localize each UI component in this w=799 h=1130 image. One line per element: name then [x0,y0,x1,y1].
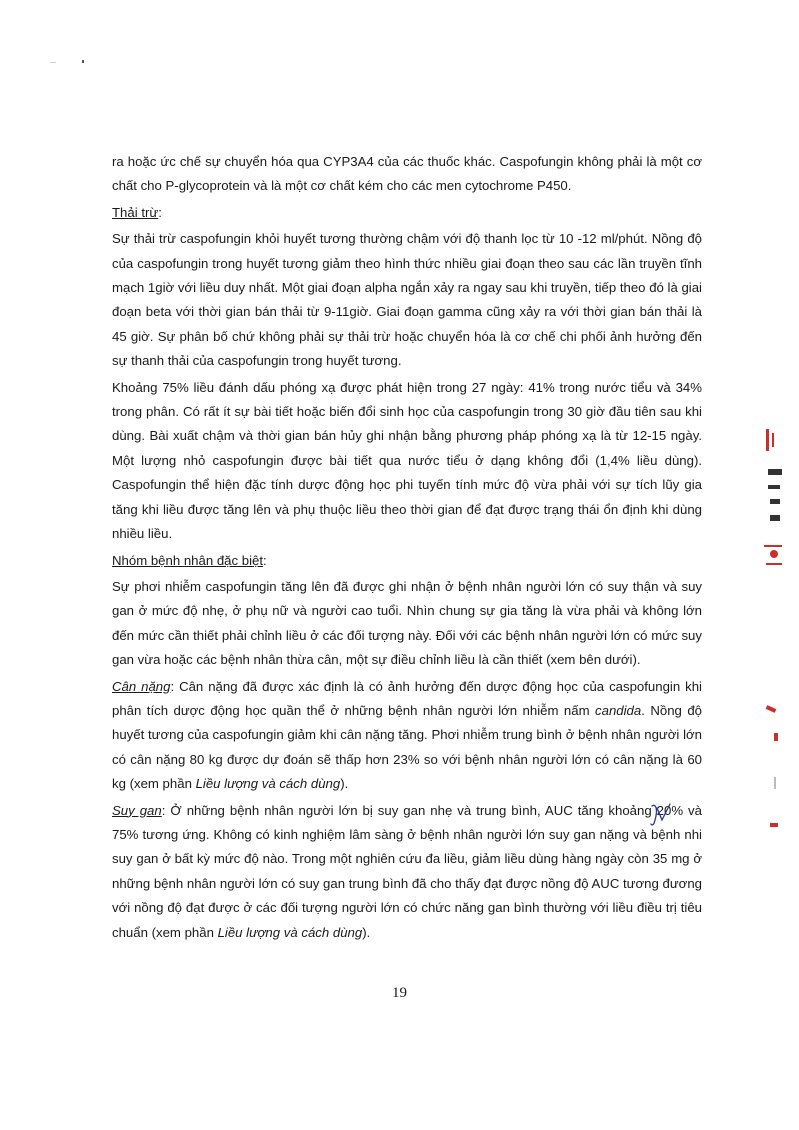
paragraph-elimination-1: Sự thải trừ caspofungin khỏi huyết tương thường chậm với độ thanh lọc từ 10 -12 ml/phút. Nồng độ của caspofungin trong huyết tương giảm theo hình thức nhiều giai đoạn theo sau các lần truyền tĩnh mạch 1giờ với liều duy nhất. Một giai đoạn alpha ngắn xảy ra ngay sau khi truyền, tiếp theo đó là giai đoạn beta với thời gian bán thải từ 9-11giờ. Giai đoạn gamma cũng xảy ra với thời gian bán thải là 45 giờ. Sự phân bố chứ không phải sự thải trừ hoặc chuyển hóa là cơ chế chi phối ảnh hưởng đến sự thanh thải của caspofungin trong huyết tương. [112,231,702,369]
cross-reference: Liều lượng và cách dùng [195,776,341,792]
stamp-mark [770,515,780,521]
heading-text: Nhóm bệnh nhân đặc biệt [112,552,264,568]
text-run: ). [362,924,371,940]
subheading-hepatic-impairment: Suy gan [112,802,162,818]
stamp-mark [768,485,780,489]
subheading-body-weight: Cân nặng [112,678,171,694]
stamp-mark [774,733,778,741]
text-run: : Ở những bệnh nhân người lớn bị suy gan nhẹ và trung bình, AUC tăng khoảng 20% và 75% tương ứng. Không có kinh nghiệm lâm sàng ở bệnh nhân người lớn suy gan nặng và bệnh nhi suy gan ở bất kỳ mức độ nào. Trong một nghiên cứu đa liều, giảm liều dùng hàng ngày còn 35 mg ở những bệnh nhân người lớn có suy gan trung bình đã cho thấy đạt được nồng độ AUC tương đương với nồng độ đạt được ở các đối tượng người lớn có chức năng gan bình thường với liều điều trị tiêu chuẩn (xem phần [112,802,702,940]
section-heading-special-populations [112,549,702,573]
stamp-mark [770,823,778,827]
paragraph-elimination-2: Khoảng 75% liều đánh dấu phóng xạ được phát hiện trong 27 ngày: 41% trong nước tiểu và 34% trong phân. Có rất ít sự bài tiết hoặc biến đổi sinh học của caspofungin trong 30 giờ đầu tiên sau khi dùng. Bài xuất chậm và thời gian bán hủy ghi nhận bằng phương pháp phóng xạ là từ 12-15 ngày. Một lượng nhỏ caspofungin được bài tiết qua nước tiểu ở dạng không đổi (1,4% liều dùng). Caspofungin thể hiện đặc tính dược động học phi tuyến tính mức độ vừa phải với sự tích lũy gia tăng khi liều được tăng lên và phụ thuộc liều theo thời gian để đạt được trạng thái ổn định khi dùng nhiều liều. [112,379,702,542]
handwritten-initials [648,800,678,830]
scan-speck [50,62,56,63]
paragraph-hepatic-impairment [112,799,702,945]
paragraph-special-populations: Sự phơi nhiễm caspofungin tăng lên đã được ghi nhận ở bệnh nhân người lớn có suy thận và suy gan ở mức độ nhẹ, ở phụ nữ và người cao tuổi. Nhìn chung sự gia tăng là vừa phải và không lớn đến mức cần thiết phải chỉnh liều ở các đối tượng này. Đối với các bệnh nhân người lớn có mức suy gan vừa hoặc các bệnh nhân thừa cân, một sự điều chỉnh liều là cần thiết (xem bên dưới). [112,578,702,668]
text-run: : Cân nặng đã được xác định là có ảnh hưởng đến dược động học của caspofungin khi phân tích dược động học quần thể ở những bệnh nhân người lớn nhiễm nấm [112,678,702,718]
page-number: 19 [392,985,407,1001]
stamp-mark [766,705,777,713]
paragraph-intro: ra hoặc ức chế sự chuyển hóa qua CYP3A4 của các thuốc khác. Caspofungin không phải là một cơ chất cho P-glycoprotein và là một cơ chất kém cho các men cytochrome P450. [112,154,702,194]
italic-term: candida [595,702,642,718]
stamp-fragment [760,425,790,845]
stamp-mark [770,499,780,504]
scan-speck [82,60,84,63]
heading-colon: : [263,552,267,568]
stamp-mark [764,545,782,547]
body-text [112,150,702,947]
section-heading-elimination [112,201,702,225]
paragraph-body-weight [112,675,702,797]
stamp-mark [768,469,782,475]
stamp-mark [766,429,769,451]
stamp-mark [766,563,782,565]
heading-colon: : [158,204,162,220]
cross-reference: Liều lượng và cách dùng [217,924,363,940]
text-run: . Nồng độ huyết tương của caspofungin giảm khi cân nặng tăng. Phơi nhiễm trung bình ở bệnh nhân người lớn có cân nặng 80 kg được dự đoán sẽ thấp hơn 23% so với bệnh nhân người lớn có cân nặng là 60 kg (xem phần [112,702,702,792]
heading-text: Thải trừ [112,204,159,220]
stamp-mark [774,777,776,789]
text-run: ). [340,776,349,792]
stamp-mark [772,433,774,447]
stamp-mark [770,550,778,558]
